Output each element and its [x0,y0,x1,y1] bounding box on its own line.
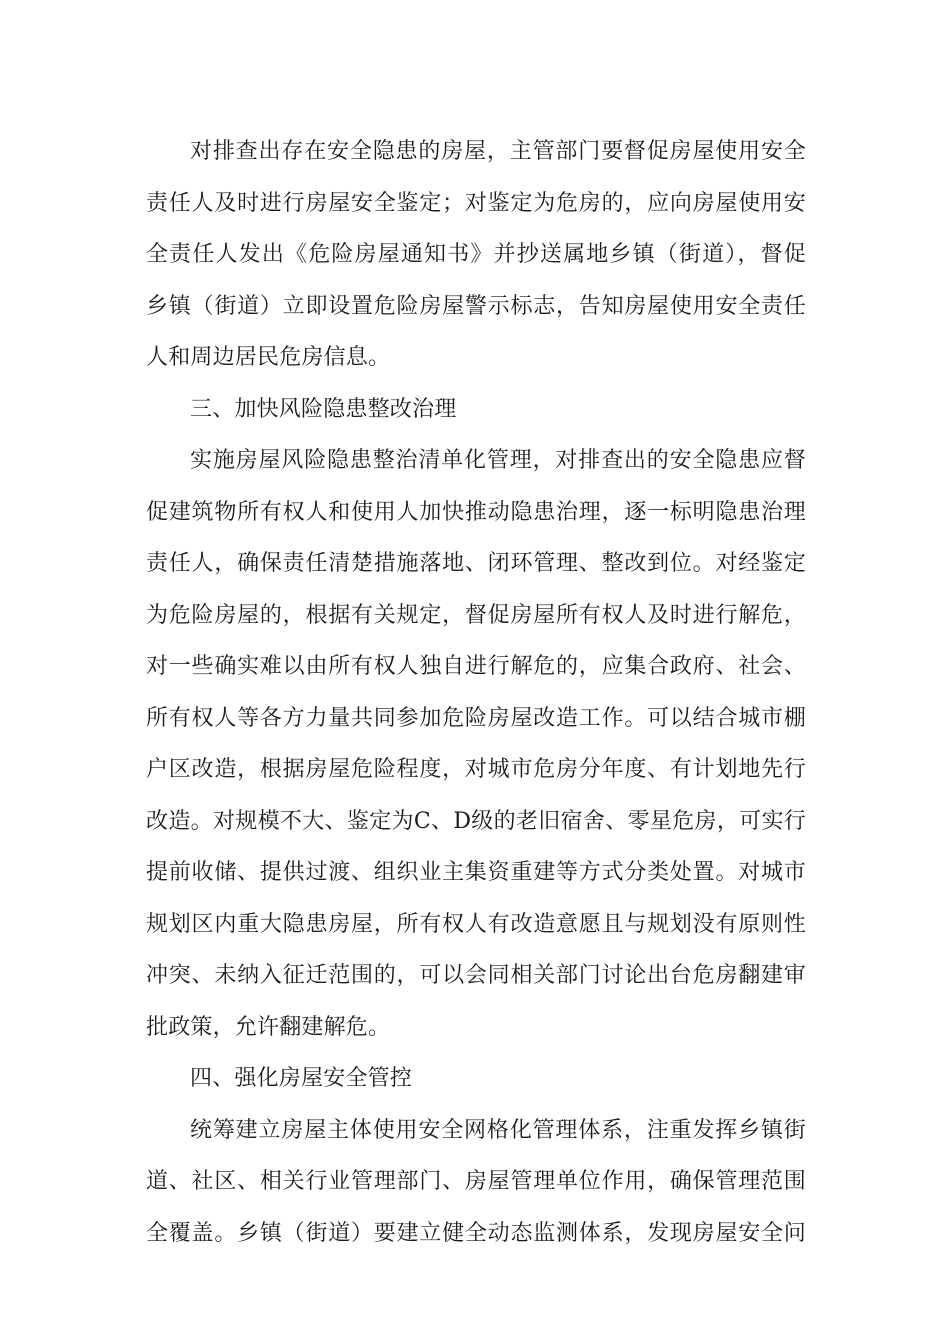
section-heading [146,384,806,436]
text-line: 户区改造，根据房屋危险程度，对城市危房分年度、有计划地先行 [146,757,806,782]
text-line: 乡镇（街道）立即设置危险房屋警示标志，告知房屋使用安全责任 [146,293,806,319]
paragraph [146,1105,806,1260]
text-line: 对一些确实难以由所有权人独自进行解危的，应集合政府、社会、 [146,654,806,679]
text-line: 规划区内重大隐患房屋，所有权人有改造意愿且与规划没有原则性 [146,911,806,937]
text-line: 全覆盖。乡镇（街道）要建立健全动态监测体系，发现房屋安全问 [146,1220,806,1246]
paragraph [146,435,806,1053]
text-line: 冲突、未纳入征迁范围的，可以会同相关部门讨论出台危房翻建审 [146,963,806,988]
text-line: 批政策，允许翻建解危。 [146,1014,391,1040]
document-body [146,126,806,1259]
text-line: 对排查出存在安全隐患的房屋，主管部门要督促房屋使用安全 [190,139,806,164]
heading-text: 三、加快风险隐患整改治理 [190,396,457,422]
text-line: 促建筑物所有权人和使用人加快推动隐患治理，逐一标明隐患治理 [146,499,806,525]
text-line: 全责任人发出《危险房屋通知书》并抄送属地乡镇（街道），督促 [146,242,806,267]
section-heading [146,1053,806,1105]
text-line: 所有权人等各方力量共同参加危险房屋改造工作。可以结合城市棚 [146,705,806,731]
text-line: 改造。对规模不大、鉴定为C、D级的老旧宿舍、零星危房，可实行 [146,808,806,834]
text-line: 道、社区、相关行业管理部门、房屋管理单位作用，确保管理范围 [146,1169,806,1194]
text-line: 责任人及时进行房屋安全鉴定；对鉴定为危房的，应向房屋使用安 [146,190,806,216]
text-line: 人和周边居民危房信息。 [146,345,391,370]
text-line: 责任人，确保责任清楚措施落地、闭环管理、整改到位。对经鉴定 [146,551,806,576]
heading-text: 四、强化房屋安全管控 [190,1066,413,1091]
text-line: 统筹建立房屋主体使用安全网格化管理体系，注重发挥乡镇街 [190,1117,806,1143]
paragraph [146,126,806,384]
text-line: 实施房屋风险隐患整治清单化管理，对排查出的安全隐患应督 [190,448,806,473]
text-line: 提前收储、提供过渡、组织业主集资重建等方式分类处置。对城市 [146,860,806,885]
text-line: 为危险房屋的，根据有关规定，督促房屋所有权人及时进行解危， [146,602,806,628]
